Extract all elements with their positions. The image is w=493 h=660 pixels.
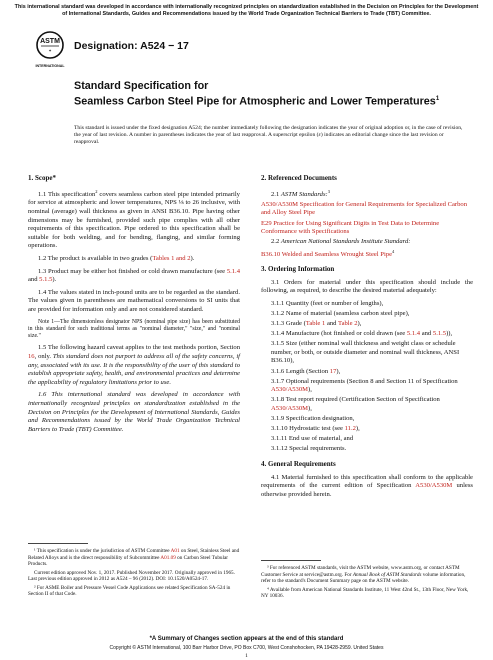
section-general-requirements-heading: 4. General Requirements <box>261 459 336 468</box>
title-line-2: Seamless Carbon Steel Pipe for Atmospheric and Lower Temperatures$^1$ <box>74 95 440 108</box>
document-title <box>74 80 454 108</box>
note-1: Note 1—The dimensionless designator NPS (nominal pipe size) has been substituted in this standard for such traditional terms as "nominal diameter," "size," and "nominal size." <box>28 318 240 340</box>
ansi-standard-label: 2.2 American National Standards Institute Standard: <box>271 238 411 246</box>
a530-link[interactable]: A530/A530M <box>271 386 308 394</box>
table-1-link[interactable]: Table 1 <box>305 320 326 328</box>
ref-5-1-5-link[interactable]: 5.1.5 <box>432 330 447 338</box>
a530-link[interactable]: A530/A530M <box>271 404 308 412</box>
committee-a01-link[interactable]: A01 <box>170 548 180 554</box>
footnote-rule-left <box>28 543 88 544</box>
para-3-1: 3.1 Orders for material under this specification should include the following, as required, to describe the desired material adequately: <box>261 278 473 295</box>
footnotes-left <box>28 548 240 600</box>
svg-text:ASTM: ASTM <box>40 38 60 45</box>
para-1-6: 1.6 This international standard was developed in accordance with internationally recognized principles on standardization established in the Decision on Principles for the Development of International Standards, Guides and Recommendations issued by the World Trade Organization Technical Barriers to Trade (TBT) Committee. <box>28 391 240 433</box>
footnote-4: ⁴ Available from American National Standards Institute, 11 West 42nd St., 13th Floor, New York, NY 10036. <box>261 586 469 599</box>
item-3-1-8: 3.1.8 Test report required (Certification Section of Specification A530/A530M), <box>271 396 440 412</box>
left-column <box>28 174 240 438</box>
svg-text:INTERNATIONAL: INTERNATIONAL <box>35 64 65 68</box>
item-3-1-9: 3.1.9 Specification designation, <box>271 415 355 423</box>
page-number: 1 <box>245 653 248 659</box>
ref-b36-10[interactable]: B36.10 Welded and Seamless Wrought Steel Pipe$^4$ <box>261 249 395 259</box>
ref-5-1-5-link[interactable]: 5.1.5 <box>39 276 53 284</box>
ref-a530[interactable]: A530/A530M Specification for General Requirements for Specialized Carbon and Alloy Steel Pipe <box>261 200 467 217</box>
item-3-1-6: 3.1.6 Length (Section 17), <box>271 367 341 375</box>
footnotes-right <box>261 565 473 602</box>
section-ordering-heading: 3. Ordering Information <box>261 265 335 274</box>
issuance-note: This standard is issued under the fixed designation A524; the number immediately following the designation indicates the year of original adoption or, in the case of revision, the year of last revision. A number in parentheses indicates the year of last reapproval. A superscript epsilon (ε) indicates an editorial change since the last revision or reapproval. <box>74 125 463 145</box>
ref-5-1-4-link[interactable]: 5.1.4 <box>406 330 421 338</box>
title-line-1: Standard Specification for <box>74 80 209 92</box>
item-3-1-12: 3.1.12 Special requirements. <box>271 445 347 453</box>
item-3-1-3: 3.1.3 Grade (Table 1 and Table 2), <box>271 320 362 328</box>
ref-5-1-4-link[interactable]: 5.1.4 <box>226 267 240 275</box>
footnote-1-edition: Current edition approved Nov. 1, 2017. Published November 2017. Originally approved in 1965. Last previous edition approved in 2012 as A524 – 96 (2012). DOI: 10.1520/A0524-17. <box>28 569 235 582</box>
table-2-link[interactable]: Table 2 <box>338 320 358 328</box>
copyright: Copyright © ASTM International, 100 Barr Harbor Drive, PO Box C700, West Conshohocken, PA 19428-2959. United States <box>109 645 384 651</box>
item-3-1-7: 3.1.7 Optional requirements (Section 8 and Section 11 of Specification A530/A530M), <box>271 377 458 394</box>
a530-link[interactable]: A530/A530M <box>415 482 453 490</box>
footnote-rule-right <box>261 560 321 561</box>
section-scope-heading: 1. Scope* <box>28 174 56 182</box>
para-1-2: 1.2 The product is available in two grades (Tables 1 and 2). <box>38 254 195 262</box>
footnote-1: ¹ This specification is under the jurisdiction of ASTM Committee A01 on Steel, Stainless Steel and Related Alloys and is the direct responsibility of Subcommittee A01.09 on Carbon Steel Tubular Products. <box>28 548 240 567</box>
ref-e29[interactable]: E29 Practice for Using Significant Digits in Test Data to Determine Conformance with Specifications <box>261 219 440 236</box>
section-17-link[interactable]: 17 <box>329 367 337 375</box>
item-3-1-1: 3.1.1 Quantity (feet or number of lengths), <box>271 299 384 307</box>
para-1-1: 1.1 This specification$^2$ covers seamless carbon steel pipe intended primarily for service at atmospheric and lower temperatures, NPS ⅛ to 26 inclusive, with nominal (average) wall thickness as given in ANSI B36.10. Pipe having other dimensions may be furnished, provided such pipe complies with all other requirements of this specification. Pipe ordered to this specification shall be suitable for both welding, and for bending, flanging, and similar forming operations. <box>28 188 240 250</box>
item-3-1-11: 3.1.11 End use of material, and <box>271 435 354 443</box>
summary-of-changes-note: *A Summary of Changes section appears at the end of this standard <box>149 636 344 642</box>
tables-link[interactable]: Tables 1 and 2 <box>152 254 191 262</box>
para-4-1: 4.1 Material furnished to this specification shall conform to the applicable requirements of the current edition of Specification A530/A530M unless otherwise provided herein. <box>261 473 473 498</box>
designation: Designation: A524 − 17 <box>74 40 189 52</box>
item-3-1-10: 3.1.10 Hydrostatic test (see 11.2), <box>271 425 360 433</box>
right-column <box>261 174 473 503</box>
astm-logo-icon <box>33 30 67 70</box>
para-1-4: 1.4 The values stated in inch-pound units are to be regarded as the standard. The values given in parentheses are mathematical conversions to SI units that are provided for information only and are not considered standard. <box>28 288 240 313</box>
footnote-3: ³ For referenced ASTM standards, visit the ASTM website, www.astm.org, or contact ASTM Customer Service at service@astm.org. For Annual Book of ASTM Standards volume information, refer to the standard's Document Summary page on the ASTM website. <box>261 565 466 584</box>
item-3-1-5: 3.1.5 Size (either nominal wall thickness and weight class or schedule number, or both, or outside diameter and nominal wall thickness, ANSI B36.10), <box>271 340 460 365</box>
astm-standards-label: 2.1 ASTM Standards:$^3$ <box>271 188 330 198</box>
section-referenced-documents-heading: 2. Referenced Documents <box>261 174 337 182</box>
para-1-5: 1.5 The following hazard caveat applies to the test methods portion, Section 16, only. This standard does not purport to address all of the safety concerns, if any, associated with its use. It is the responsibility of the user of this standard to establish appropriate safety, health, and environmental practices and determine the applicability of regulatory limitations prior to use. <box>28 344 240 386</box>
wto-notice: This international standard was developed in accordance with internationally recognized principles on standardization established in the Decision on Principles for the Development of International Standards, Guides and Recommendations issued by the World Trade Organization Technical Barriers to Trade (TBT) Committee. <box>14 4 479 17</box>
item-3-1-2: 3.1.2 Name of material (seamless carbon steel pipe), <box>271 310 410 317</box>
svg-text:✦: ✦ <box>48 48 52 53</box>
para-1-3: 1.3 Product may be either hot finished or cold drawn manufacture (see 5.1.4 and 5.1.5). <box>28 267 240 284</box>
ref-11-2-link[interactable]: 11.2 <box>344 425 356 433</box>
item-3-1-4: 3.1.4 Manufacture (hot finished or cold drawn (see 5.1.4 and 5.1.5)), <box>271 330 453 338</box>
footnote-2: ² For ASME Boiler and Pressure Vessel Code Applications see related Specification SA-524 in Section II of that Code. <box>28 584 231 597</box>
subcommittee-link[interactable]: A01.09 <box>160 554 176 561</box>
section-16-link[interactable]: 16 <box>28 352 35 360</box>
